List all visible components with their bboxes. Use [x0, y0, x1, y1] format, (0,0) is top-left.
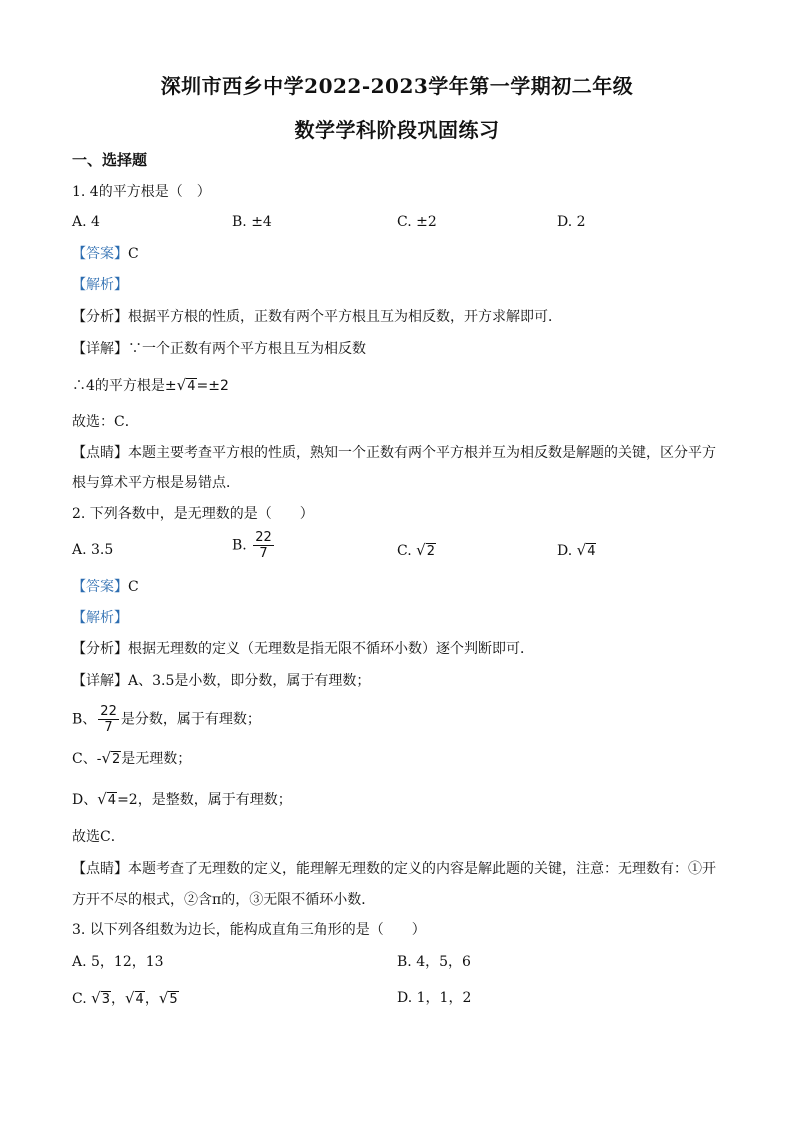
separator: ， [144, 991, 159, 1007]
q2-step-d [72, 789, 292, 811]
radicand: 4 [135, 992, 144, 1007]
q2-dianjing-line-1 [72, 859, 716, 879]
q2-option-b [232, 530, 276, 561]
dianjing-tag: 【点睛】 [72, 445, 128, 461]
radicand: 2 [112, 752, 121, 767]
radicand: 4 [587, 544, 596, 559]
xiangjie-tag: 【详解】 [72, 673, 128, 689]
q3-option-c [72, 988, 179, 1010]
sqrt-expression: √2 [416, 541, 435, 559]
q1-option-b: B. ±4 [232, 214, 272, 230]
sqrt-expression: √5 [158, 989, 178, 1007]
separator: ， [110, 991, 125, 1007]
q1-option-a: A. 4 [72, 214, 100, 230]
q2-fenxi [72, 639, 534, 659]
option-label: C. [72, 991, 87, 1007]
radicand: 5 [169, 992, 178, 1007]
q2-option-d [557, 540, 596, 562]
xiangjie-text: ∵一个正数有两个平方根且互为相反数 [128, 341, 366, 357]
step-d-pre: D、 [72, 792, 98, 808]
q3-stem: 3. 以下列各组数为边长，能构成直角三角形的是（ ） [72, 922, 426, 938]
section-heading: 一、选择题 [72, 151, 148, 169]
step-b-post: 是分数，属于有理数； [120, 711, 261, 728]
answer-value: C [128, 246, 139, 262]
xiangjie-tag: 【详解】 [72, 341, 128, 357]
step-c-pre: C、- [72, 751, 102, 767]
step-pm: ± [164, 378, 177, 394]
q2-xiangjie [72, 671, 370, 691]
q1-choice: 故选：C． [72, 414, 139, 430]
dianjing-tag: 【点睛】 [72, 861, 128, 877]
step-c-post: 是无理数； [121, 751, 192, 767]
q1-analysis-tag: 【解析】 [72, 277, 128, 293]
sqrt-expression: √4 [124, 989, 144, 1007]
step-pre: ∴4的平方根是 [72, 378, 165, 394]
fenxi-text: 根据无理数的定义（无理数是指无限不循环小数）逐个判断即可． [128, 641, 534, 657]
q2-option-a: A. 3.5 [72, 542, 114, 558]
q1-xiangjie [72, 339, 366, 359]
numerator: 22 [100, 704, 117, 719]
sqrt-expression: √2 [101, 749, 121, 767]
option-label: D. [557, 543, 573, 559]
q1-fenxi [72, 307, 562, 327]
step-b-pre: B、 [72, 711, 97, 728]
q2-step-b [72, 704, 261, 735]
denominator: 7 [104, 720, 113, 735]
fenxi-tag: 【分析】 [72, 641, 128, 657]
sqrt-expression: √4 [97, 790, 117, 808]
radicand: 4 [107, 793, 117, 808]
q2-dianjing-line-2: 方开不尽的根式，②含π的，③无限不循环小数． [72, 892, 376, 908]
answer-value: C [128, 579, 139, 595]
q3-option-a: A. 5，12，13 [72, 954, 164, 970]
title-line-2: 数学学科阶段巩固练习 [294, 118, 500, 142]
dianjing-text: 本题主要考查平方根的性质，熟知一个正数有两个平方根并互为相反数是解题的关键，区分平方 [128, 445, 716, 461]
fenxi-text: 根据平方根的性质，正数有两个平方根且互为相反数，开方求解即可． [128, 309, 562, 325]
denominator: 7 [259, 546, 268, 561]
q3-option-b: B. 4，5，6 [397, 954, 471, 970]
title-line-1: 深圳市西乡中学2022-2023学年第一学期初二年级 [160, 74, 634, 98]
q1-answer [72, 244, 139, 264]
step-d-post: =2，是整数，属于有理数； [117, 792, 292, 808]
q1-stem: 1. 4的平方根是（ ） [72, 184, 211, 200]
q2-option-c [397, 540, 436, 562]
q1-dianjing-line-1 [72, 443, 716, 463]
q2-analysis-tag: 【解析】 [72, 610, 128, 626]
q1-option-d: D. 2 [557, 214, 586, 230]
dianjing-text: 本题考查了无理数的定义，能理解无理数的定义的内容是解此题的关键，注意：无理数有：①开 [128, 861, 716, 877]
answer-tag: 【答案】 [72, 579, 128, 595]
q2-stem: 2. 下列各数中，是无理数的是（ ） [72, 506, 314, 522]
option-label: C. [397, 543, 412, 559]
radicand: 2 [426, 544, 435, 559]
q2-step-c [72, 748, 191, 770]
sqrt-expression: √4 [176, 376, 196, 394]
fenxi-tag: 【分析】 [72, 309, 128, 325]
q1-dianjing-line-2: 根与算术平方根是易错点． [72, 475, 240, 491]
step-post: =±2 [196, 378, 229, 394]
sqrt-expression: √4 [576, 541, 596, 559]
answer-tag: 【答案】 [72, 246, 128, 262]
q2-answer [72, 577, 139, 597]
q3-option-d: D. 1，1，2 [397, 990, 472, 1006]
q1-step [72, 375, 229, 397]
numerator: 22 [255, 530, 272, 545]
option-label: B. [232, 537, 247, 554]
fraction [98, 704, 119, 735]
q1-option-c: C. ±2 [397, 214, 437, 230]
xiangjie-text: A、3.5是小数，即分数，属于有理数； [128, 673, 371, 689]
fraction [253, 530, 274, 561]
q2-choice: 故选C． [72, 829, 125, 845]
sqrt-expression: √3 [91, 989, 110, 1007]
radicand: 4 [187, 379, 196, 394]
radicand: 3 [101, 992, 110, 1007]
